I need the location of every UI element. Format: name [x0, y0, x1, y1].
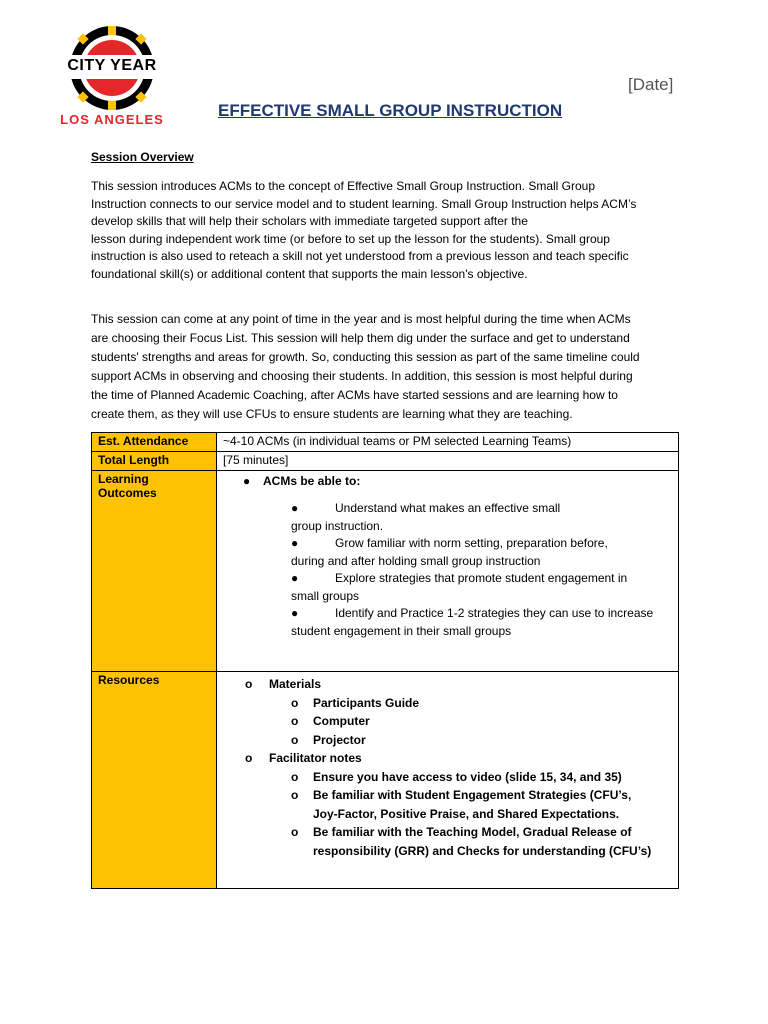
circle-bullet-icon: o: [291, 825, 299, 839]
material-text: Projector: [313, 732, 366, 747]
outcomes-intro-text: ACMs be able to:: [263, 474, 361, 488]
circle-bullet-icon: o: [291, 732, 299, 747]
list-item: [291, 605, 672, 640]
outcomes-cell: [217, 471, 679, 672]
text-line: students' strengths and areas for growth. So, conducting this session as part of the same timeline could: [91, 350, 640, 364]
note-continuation: Joy-Factor, Positive Praise, and Shared Expectations.: [313, 806, 620, 821]
length-value: [75 minutes]: [217, 452, 679, 471]
note-continuation: responsibility (GRR) and Checks for understanding (CFU’s): [313, 843, 652, 858]
text-line: create them, as they will use CFUs to ensure students are learning what they are teaching.: [91, 407, 573, 421]
logo-city-year-text: CITY YEAR: [67, 57, 157, 74]
session-info-table: [91, 432, 679, 889]
outcomes-label: Learning Outcomes: [92, 471, 217, 672]
overview-paragraph-2: [91, 310, 691, 424]
text-line: the time of Planned Academic Coaching, after ACMs have started sessions and are learning how to: [91, 388, 618, 402]
circle-bullet-icon: o: [291, 714, 299, 728]
list-item: [291, 823, 672, 842]
table-row-length: [92, 452, 679, 471]
text-line: Instruction connects to our service model and to student learning. Small Group Instruction helps ACM’s: [91, 196, 637, 211]
outcome-line: Identify and Practice 1-2 strategies they can use to increase: [335, 606, 654, 620]
materials-heading-text: Materials: [269, 677, 322, 691]
list-item: [291, 712, 672, 731]
list-item: [291, 570, 672, 605]
outcome-line: group instruction.: [291, 518, 384, 533]
list-item: [291, 786, 672, 805]
list-item: [291, 731, 672, 750]
note-text: Be familiar with the Teaching Model, Gradual Release of: [313, 825, 632, 839]
bullet-icon: ●: [291, 501, 299, 515]
text-line: are choosing their Focus List. This session will help them dig under the surface and get to understand: [91, 331, 630, 345]
page-title: EFFECTIVE SMALL GROUP INSTRUCTION: [218, 101, 563, 120]
facilitator-heading: [245, 749, 672, 768]
resources-label: Resources: [92, 672, 217, 889]
outcome-line: Understand what makes an effective small: [335, 501, 561, 515]
attendance-label: Est. Attendance: [92, 433, 217, 452]
text-line: instruction is also used to reteach a skill not yet understood from a previous lesson and teach specific: [91, 249, 629, 263]
date-placeholder: [Date]: [628, 75, 674, 94]
table-row-attendance: [92, 433, 679, 452]
resources-cell: [217, 672, 679, 889]
outcome-line: Grow familiar with norm setting, preparation before,: [335, 536, 608, 550]
outcomes-intro: [243, 474, 672, 488]
circle-bullet-icon: o: [291, 788, 299, 802]
outcome-line: during and after holding small group instruction: [291, 553, 541, 568]
text-line: foundational skill(s) or additional content that supports the main lesson's objective.: [91, 266, 528, 281]
circle-bullet-icon: o: [245, 677, 253, 691]
note-text: Be familiar with Student Engagement Strategies (CFU’s,: [313, 788, 632, 802]
circle-bullet-icon: o: [291, 769, 299, 784]
table-row-resources: [92, 672, 679, 889]
note-text: Ensure you have access to video (slide 15, 34, and 35): [313, 769, 622, 784]
length-label: Total Length: [92, 452, 217, 471]
city-year-logo: [52, 22, 172, 134]
outcome-line: small groups: [291, 588, 360, 603]
text-line: develop skills that will help their scholars with immediate targeted support after the: [91, 214, 528, 228]
outcome-line: student engagement in their small groups: [291, 623, 512, 638]
text-line: lesson during independent work time (or before to set up the lesson for the students). Small group: [91, 231, 610, 246]
material-text: Participants Guide: [313, 695, 420, 710]
text-line: This session can come at any point of time in the year and is most helpful during the time when ACMs: [91, 312, 631, 326]
logo-los-angeles-text: LOS ANGELES: [60, 112, 164, 127]
session-overview-heading: Session Overview: [91, 150, 194, 164]
bullet-icon: ●: [291, 606, 299, 620]
list-item: [291, 500, 672, 535]
bullet-icon: ●: [291, 571, 299, 585]
outcome-line: Explore strategies that promote student engagement in: [335, 571, 628, 585]
table-row-outcomes: [92, 471, 679, 672]
bullet-icon: ●: [243, 474, 251, 488]
facilitator-heading-text: Facilitator notes: [269, 751, 362, 765]
material-text: Computer: [313, 714, 370, 728]
list-item: [291, 694, 672, 713]
overview-paragraph-1: [91, 178, 691, 283]
text-line: support ACMs in observing and choosing their students. In addition, this session is most helpful during: [91, 369, 633, 383]
circle-bullet-icon: o: [245, 751, 253, 765]
materials-heading: [245, 675, 672, 694]
list-item: [291, 768, 672, 787]
attendance-value: ~4-10 ACMs (in individual teams or PM selected Learning Teams): [217, 433, 679, 452]
bullet-icon: ●: [291, 536, 299, 550]
text-line: This session introduces ACMs to the concept of Effective Small Group Instruction. Small Group: [91, 179, 596, 193]
circle-bullet-icon: o: [291, 695, 299, 710]
list-item: [291, 535, 672, 570]
